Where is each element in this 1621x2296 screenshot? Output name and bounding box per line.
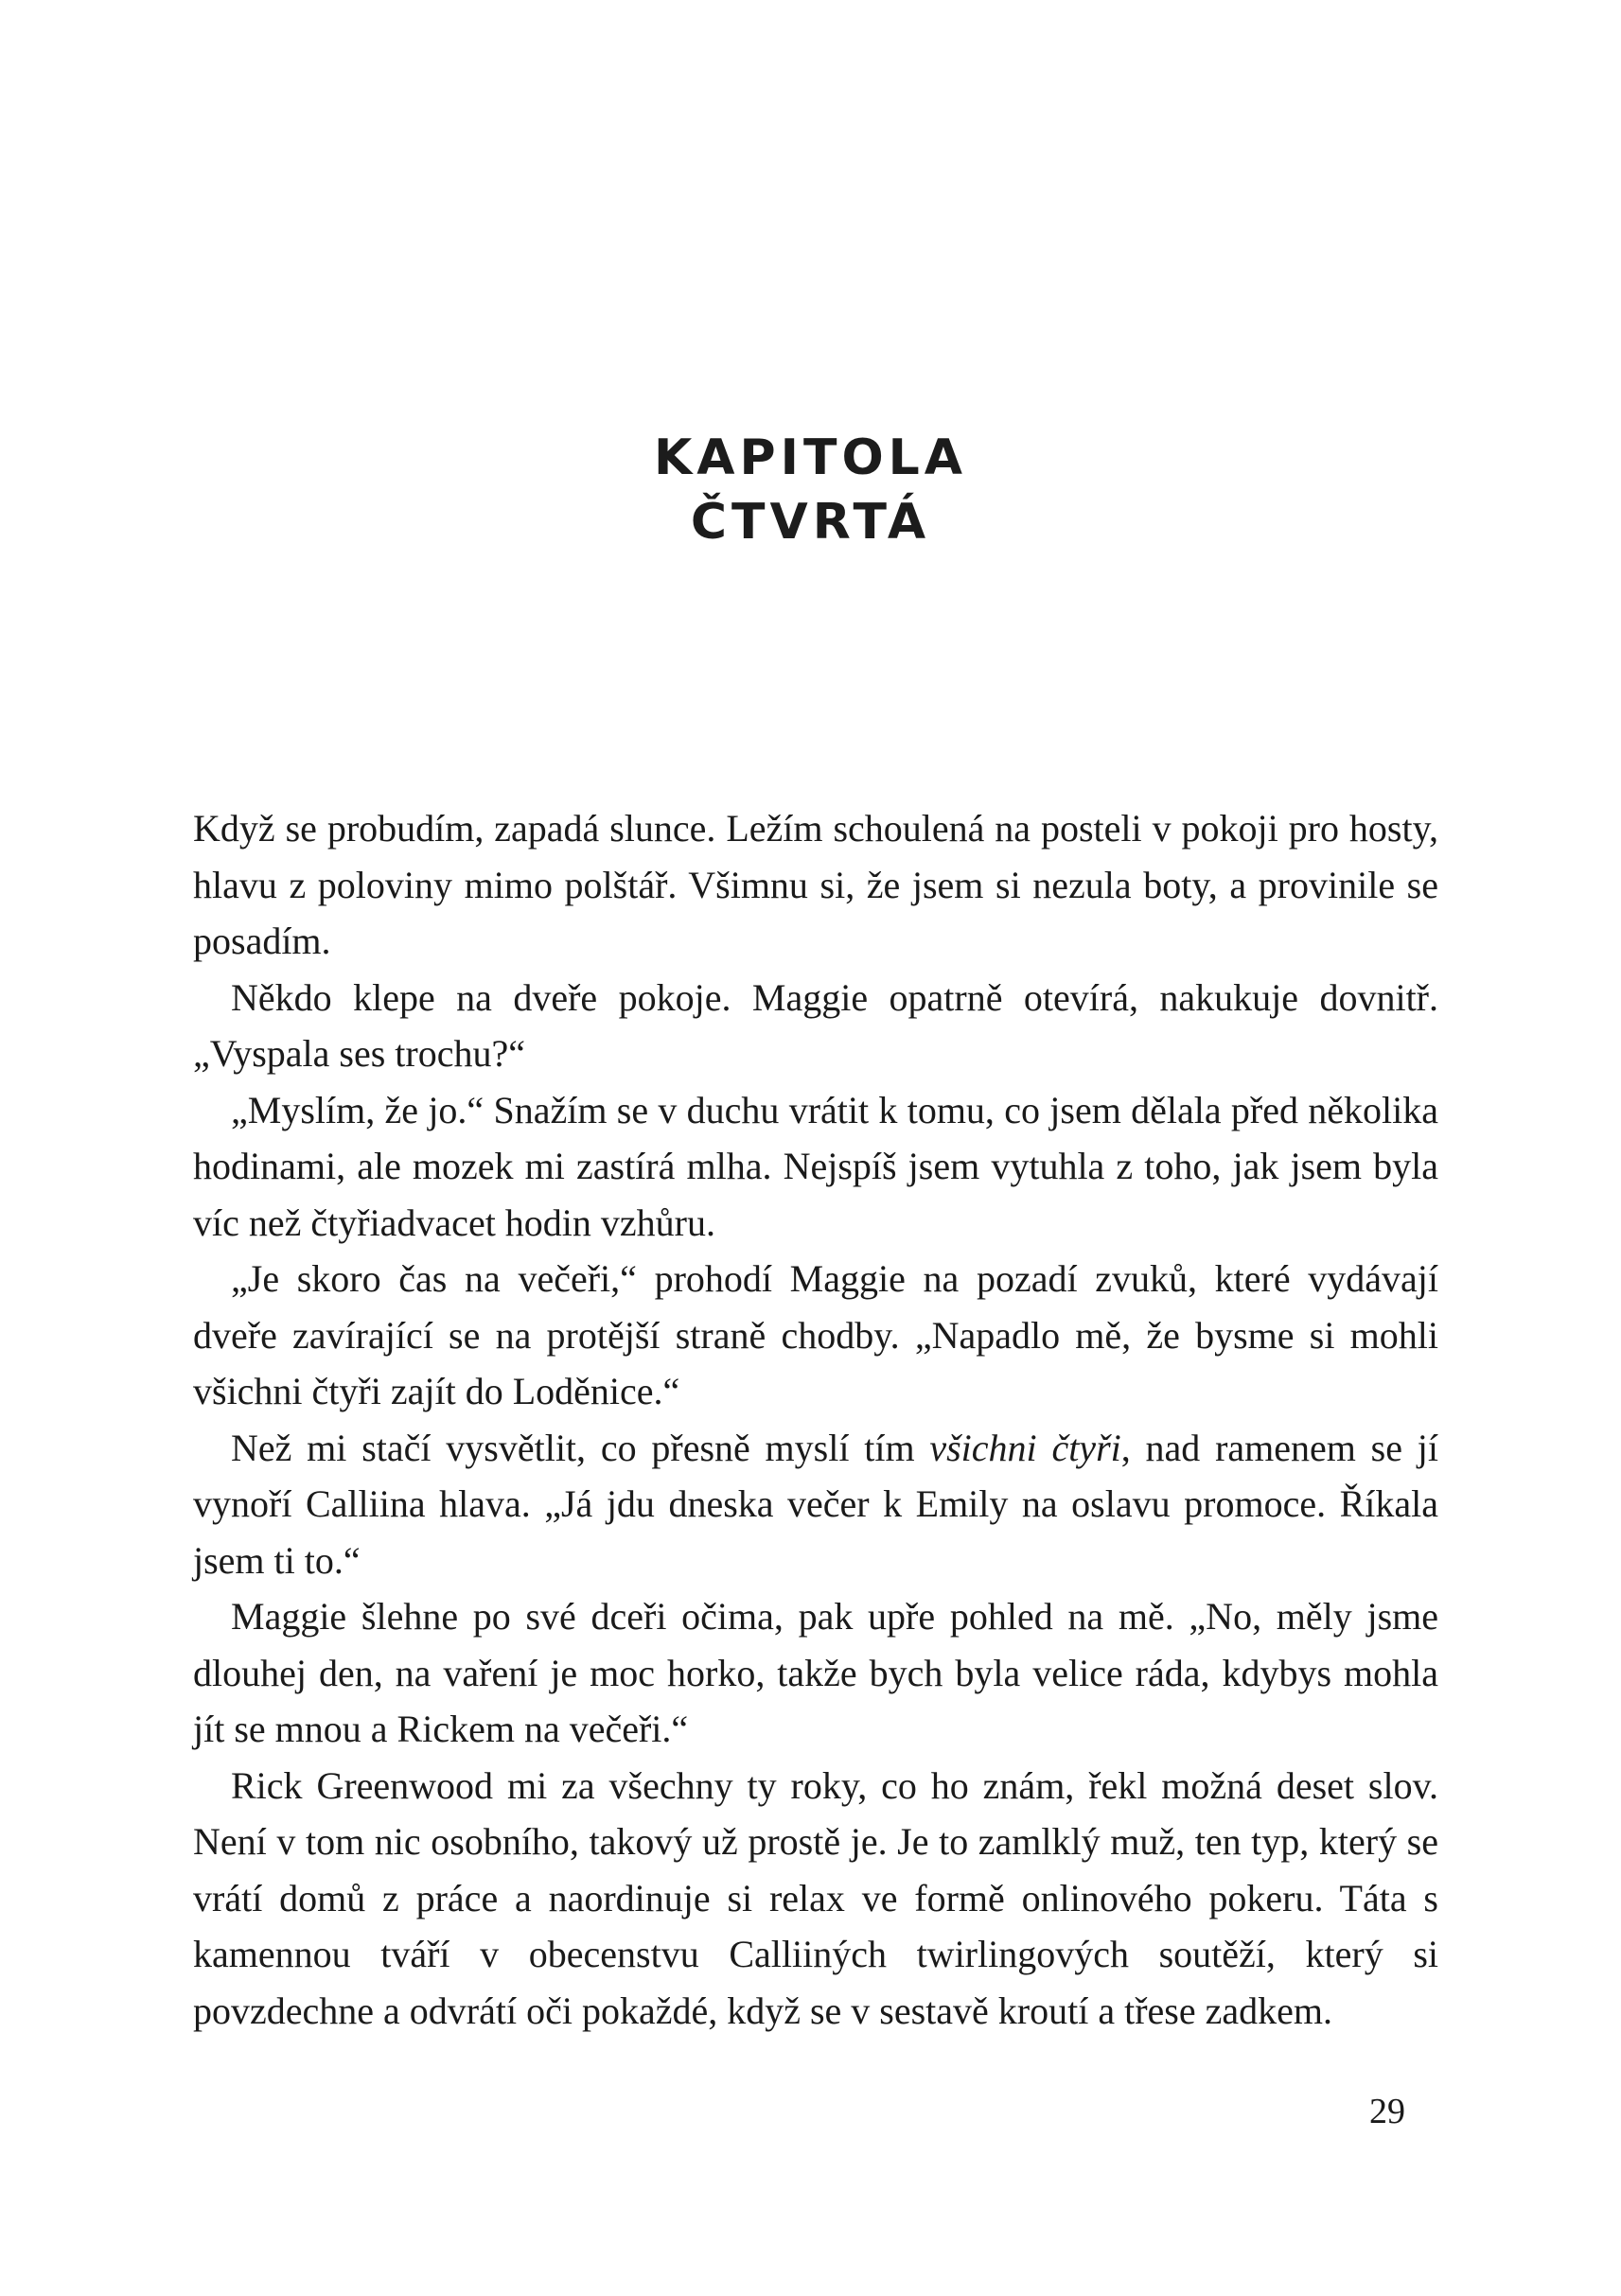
chapter-body — [193, 800, 1438, 2039]
paragraph — [193, 1420, 1438, 1589]
paragraph: Někdo klepe na dveře pokoje. Maggie opatrně otevírá, nakukuje dovnitř. „Vyspala ses trochu?“ — [193, 975, 1438, 1075]
chapter-heading — [0, 426, 1621, 554]
paragraph: „Myslím, že jo.“ Snažím se v duchu vrátit k tomu, co jsem dělala před několika hodinami, ale mozek mi zastírá mlha. Nejspíš jsem vytuhla z toho, jak jsem byla víc než čtyřiadvacet hodin vzhůru. — [193, 1088, 1438, 1244]
paragraph: Když se probudím, zapadá slunce. Ležím schoulená na posteli v pokoji pro hosty, hlavu z poloviny mimo polštář. Všimnu si, že jsem si nezula boty, a provinile se posadím. — [193, 807, 1438, 962]
chapter-label: KAPITOLA — [653, 429, 968, 486]
paragraph: Maggie šlehne po své dceři očima, pak upře pohled na mě. „No, měly jsme dlouhej den, na vaření je moc horko, takže bych byla velice ráda, kdybys mohla jít se mnou a Rickem na večeři.“ — [193, 1595, 1438, 1750]
chapter-number: ČTVRTÁ — [690, 494, 931, 551]
emphasis-text: všichni čtyři — [929, 1426, 1121, 1469]
page-number: 29 — [1369, 2092, 1405, 2131]
paragraph: „Je skoro čas na večeři,“ prohodí Maggie na pozadí zvuků, které vydávají dveře zavírající se na protější straně chodby. „Napadlo mě, že bysme si mohli všichni čtyři zajít do Loděnice.“ — [193, 1257, 1438, 1412]
paragraph: Rick Greenwood mi za všechny ty roky, co ho znám, řekl možná deset slov. Není v tom nic osobního, takový už prostě je. Je to zamlklý muž, ten typ, který se vrátí domů z práce a naordinuje si relax ve formě onlinového pokeru. Táta s kamennou tváří v obecenstvu Calliiných twirlingových soutěží, který si povzdechne a odvrátí oči pokaždé, když se v sestavě kroutí a třese zadkem. — [193, 1763, 1438, 2032]
paragraph-text: Než mi stačí vysvětlit, co přesně myslí tím — [231, 1426, 930, 1469]
paragraph-text: , nad ramenem se jí vynoří Calliina hlava. „Já jdu dneska večer k Emily na oslavu promoce. Říkala jsem ti to.“ — [193, 1426, 1438, 1582]
